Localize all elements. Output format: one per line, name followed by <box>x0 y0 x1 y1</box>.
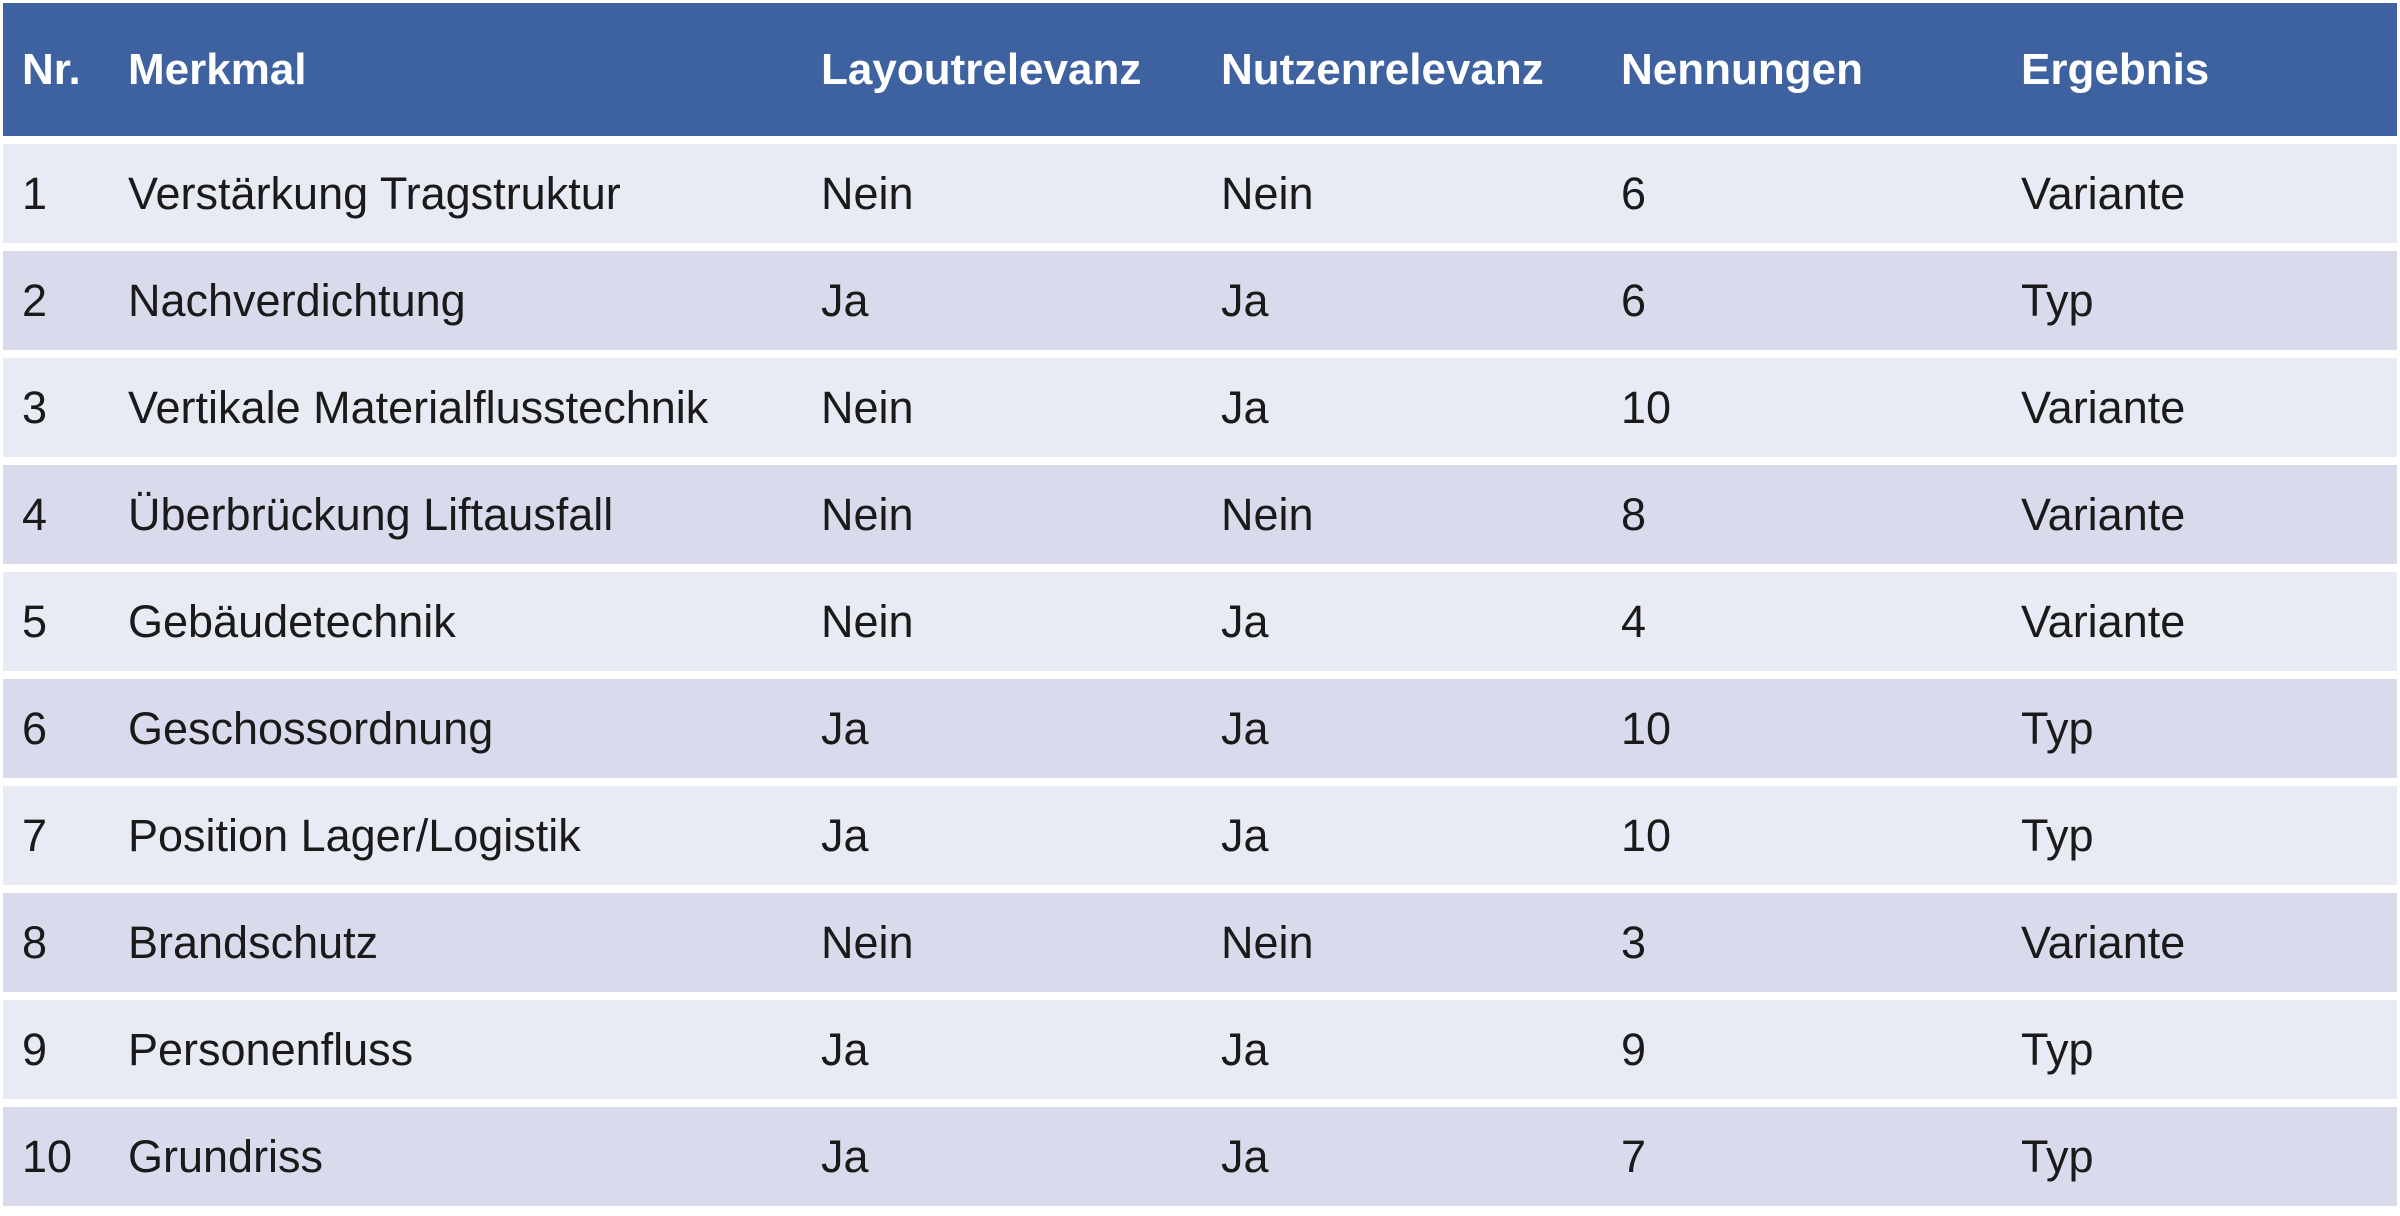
column-header-nennungen: Nennungen <box>1621 44 1863 94</box>
table-row <box>3 786 2397 885</box>
cell-ergebnis: Typ <box>2021 702 2094 754</box>
cell-merkmal: Geschossordnung <box>128 702 494 754</box>
cell-ergebnis: Variante <box>2021 595 2186 647</box>
cell-layoutrelevanz: Ja <box>821 702 869 754</box>
cell-nennungen: 6 <box>1621 167 1647 219</box>
cell-nennungen: 8 <box>1621 488 1647 540</box>
cell-layoutrelevanz: Ja <box>821 1023 869 1075</box>
cell-merkmal: Personenfluss <box>128 1023 414 1075</box>
cell-layoutrelevanz: Ja <box>821 1130 869 1182</box>
table-row <box>3 465 2397 564</box>
column-header-ergebnis: Ergebnis <box>2021 44 2210 94</box>
cell-nennungen: 9 <box>1621 1023 1647 1075</box>
cell-nutzenrelevanz: Ja <box>1221 702 1269 754</box>
table-row <box>3 893 2397 992</box>
cell-ergebnis: Typ <box>2021 274 2094 326</box>
cell-layoutrelevanz: Nein <box>821 381 914 433</box>
table-body <box>3 144 2397 1206</box>
cell-merkmal: Brandschutz <box>128 916 379 968</box>
cell-ergebnis: Typ <box>2021 809 2094 861</box>
cell-nutzenrelevanz: Ja <box>1221 381 1269 433</box>
table-header <box>3 3 2397 136</box>
cell-nr: 8 <box>22 916 48 968</box>
cell-nr: 2 <box>22 274 48 326</box>
cell-merkmal: Verstärkung Tragstruktur <box>128 167 621 219</box>
cell-nr: 9 <box>22 1023 48 1075</box>
cell-merkmal: Nachverdichtung <box>128 274 466 326</box>
cell-layoutrelevanz: Ja <box>821 809 869 861</box>
cell-nr: 3 <box>22 381 48 433</box>
cell-layoutrelevanz: Ja <box>821 274 869 326</box>
cell-merkmal: Grundriss <box>128 1130 324 1182</box>
column-header-layoutrelevanz: Layoutrelevanz <box>821 44 1142 94</box>
cell-nennungen: 6 <box>1621 274 1647 326</box>
cell-ergebnis: Variante <box>2021 167 2186 219</box>
cell-nutzenrelevanz: Nein <box>1221 916 1314 968</box>
cell-nennungen: 3 <box>1621 916 1647 968</box>
cell-nennungen: 10 <box>1621 809 1672 861</box>
cell-ergebnis: Variante <box>2021 381 2186 433</box>
column-header-merkmal: Merkmal <box>128 44 307 94</box>
cell-nennungen: 4 <box>1621 595 1647 647</box>
cell-nutzenrelevanz: Ja <box>1221 274 1269 326</box>
table-row <box>3 1107 2397 1206</box>
cell-nutzenrelevanz: Ja <box>1221 595 1269 647</box>
cell-nutzenrelevanz: Ja <box>1221 1023 1269 1075</box>
cell-ergebnis: Typ <box>2021 1023 2094 1075</box>
cell-nutzenrelevanz: Ja <box>1221 809 1269 861</box>
table-row <box>3 251 2397 350</box>
cell-layoutrelevanz: Nein <box>821 916 914 968</box>
table-row <box>3 358 2397 457</box>
cell-ergebnis: Typ <box>2021 1130 2094 1182</box>
cell-ergebnis: Variante <box>2021 916 2186 968</box>
cell-nutzenrelevanz: Ja <box>1221 1130 1269 1182</box>
cell-merkmal: Überbrückung Liftausfall <box>128 488 614 540</box>
cell-nutzenrelevanz: Nein <box>1221 488 1314 540</box>
cell-merkmal: Gebäudetechnik <box>128 595 456 647</box>
cell-nr: 4 <box>22 488 48 540</box>
cell-nr: 6 <box>22 702 48 754</box>
cell-layoutrelevanz: Nein <box>821 488 914 540</box>
cell-layoutrelevanz: Nein <box>821 595 914 647</box>
merkmal-table <box>3 3 2397 1206</box>
cell-nr: 1 <box>22 167 48 219</box>
cell-nr: 10 <box>22 1130 73 1182</box>
cell-ergebnis: Variante <box>2021 488 2186 540</box>
cell-nennungen: 10 <box>1621 702 1672 754</box>
cell-merkmal: Vertikale Materialflusstechnik <box>128 381 709 433</box>
column-header-nr: Nr. <box>22 44 81 94</box>
table-row <box>3 1000 2397 1099</box>
cell-nr: 7 <box>22 809 48 861</box>
table-row <box>3 572 2397 671</box>
cell-nennungen: 10 <box>1621 381 1672 433</box>
cell-nutzenrelevanz: Nein <box>1221 167 1314 219</box>
cell-layoutrelevanz: Nein <box>821 167 914 219</box>
cell-merkmal: Position Lager/Logistik <box>128 809 581 861</box>
column-header-nutzenrelevanz: Nutzenrelevanz <box>1221 44 1544 94</box>
cell-nr: 5 <box>22 595 48 647</box>
table-row <box>3 144 2397 243</box>
table-row <box>3 679 2397 778</box>
cell-nennungen: 7 <box>1621 1130 1647 1182</box>
